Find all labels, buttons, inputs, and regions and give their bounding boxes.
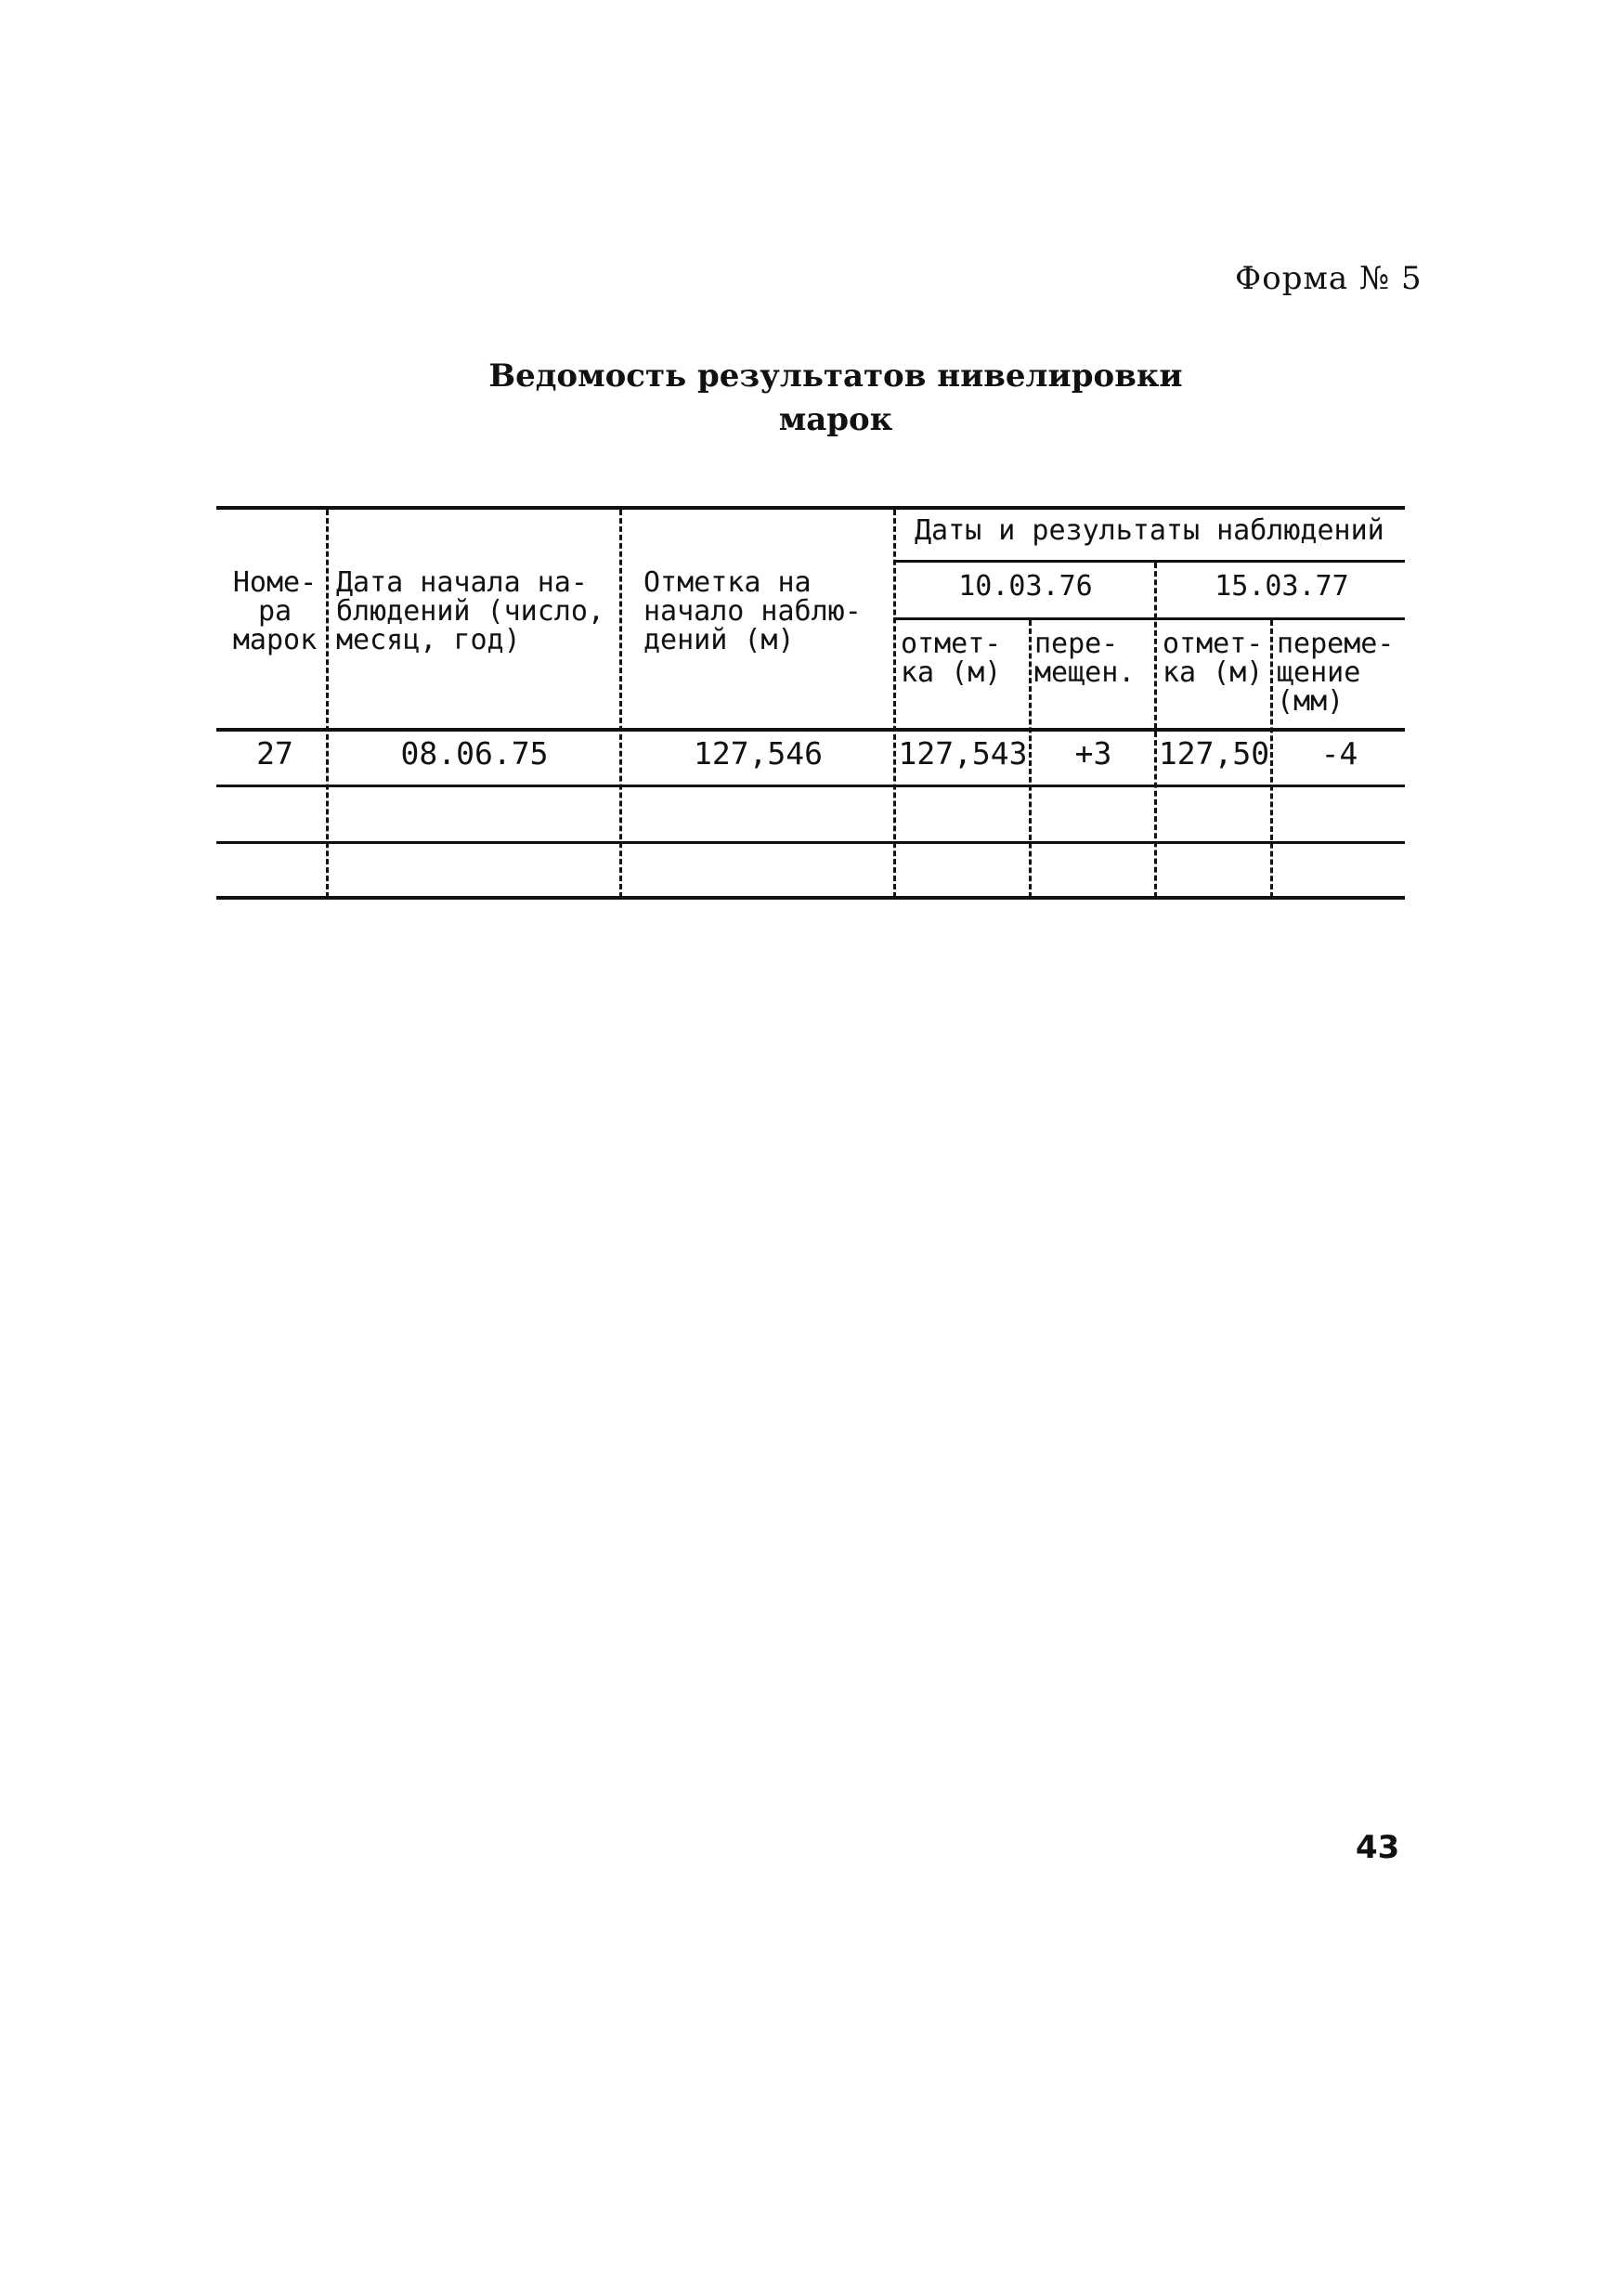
table-top-rule [216, 506, 1405, 510]
col-divider-4 [1154, 563, 1157, 898]
cell-d2-shift: -4 [1320, 739, 1358, 772]
header-start-date: Дата начала на- блюдений (число, месяц, год) [336, 568, 604, 656]
header-d2-shift: переме- щение (мм) [1277, 629, 1395, 718]
table-bottom-rule [216, 896, 1405, 900]
cell-mark-number: 27 [256, 739, 293, 772]
document-title: Ведомость результатов нивелировки [488, 357, 1183, 395]
header-mark-number: Номе- ра марок [232, 568, 318, 656]
header-date-1: 10.03.76 [958, 572, 1093, 603]
col-divider-5 [1029, 620, 1032, 898]
date-header-rule [893, 617, 1405, 620]
page-number: 43 [1356, 1829, 1400, 1866]
cell-d2-mark: 127,50 [1158, 739, 1270, 772]
form-label: Форма № 5 [1235, 260, 1423, 297]
header-d1-mark: отмет- ка (м) [901, 629, 1002, 689]
col-divider-2 [619, 510, 622, 898]
header-observations-group: Даты и результаты наблюдений [915, 516, 1384, 547]
header-d2-mark: отмет- ка (м) [1163, 629, 1264, 689]
row-rule-1 [216, 785, 1405, 787]
group-header-rule [893, 560, 1405, 563]
cell-start-mark: 127,546 [693, 739, 824, 772]
cell-d1-mark: 127,543 [898, 739, 1028, 772]
header-d1-shift: пере- мещен. [1034, 629, 1136, 689]
header-bottom-rule [216, 728, 1405, 732]
document-title-line2: марок [778, 401, 893, 438]
col-divider-3 [893, 510, 896, 898]
header-date-2: 15.03.77 [1215, 572, 1349, 603]
cell-start-date: 08.06.75 [400, 739, 549, 772]
header-start-mark: Отметка на начало наблю- дений (м) [643, 568, 862, 656]
cell-d1-shift: +3 [1074, 739, 1112, 772]
row-rule-2 [216, 841, 1405, 844]
